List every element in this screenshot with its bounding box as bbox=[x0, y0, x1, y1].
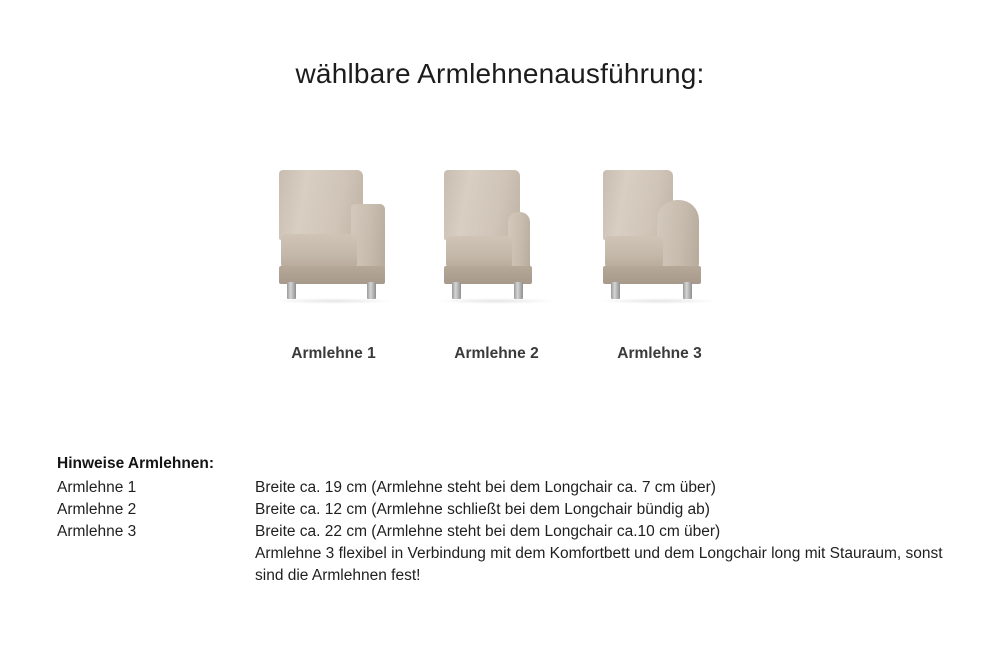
sofa-armrest-wide-rounded-icon bbox=[593, 162, 726, 312]
armrest-notes-block bbox=[57, 455, 957, 587]
note-label: Armlehne 2 bbox=[57, 501, 137, 518]
armrest-option-1 bbox=[252, 162, 415, 363]
note-value: Breite ca. 22 cm (Armlehne steht bei dem Longchair ca.10 cm über) bbox=[255, 523, 721, 540]
note-row bbox=[57, 521, 957, 543]
armrest-option-label: Armlehne 1 bbox=[291, 345, 376, 362]
sofa-armrest-straight-icon bbox=[267, 162, 400, 312]
armrest-option-2 bbox=[415, 162, 578, 363]
armrest-option-label: Armlehne 2 bbox=[454, 345, 539, 362]
note-label: Armlehne 3 bbox=[57, 523, 137, 540]
note-row bbox=[57, 499, 957, 521]
note-value: Breite ca. 12 cm (Armlehne schließt bei dem Longchair bündig ab) bbox=[255, 501, 710, 518]
page-title: wählbare Armlehnenausführung: bbox=[295, 58, 705, 89]
armrest-option-label: Armlehne 3 bbox=[617, 345, 702, 362]
note-label: Armlehne 1 bbox=[57, 479, 137, 496]
notes-title: Hinweise Armlehnen: bbox=[57, 455, 215, 472]
note-row bbox=[57, 477, 957, 499]
sofa-armrest-narrow-icon bbox=[430, 162, 563, 312]
armrest-option-3 bbox=[578, 162, 741, 363]
armrest-options-gallery bbox=[252, 162, 772, 363]
note-continuation: Armlehne 3 flexibel in Verbindung mit dem Komfortbett und dem Longchair long mit Stauraum, sonst sind die Armlehnen fest! bbox=[255, 545, 943, 584]
note-value: Breite ca. 19 cm (Armlehne steht bei dem Longchair ca. 7 cm über) bbox=[255, 479, 716, 496]
